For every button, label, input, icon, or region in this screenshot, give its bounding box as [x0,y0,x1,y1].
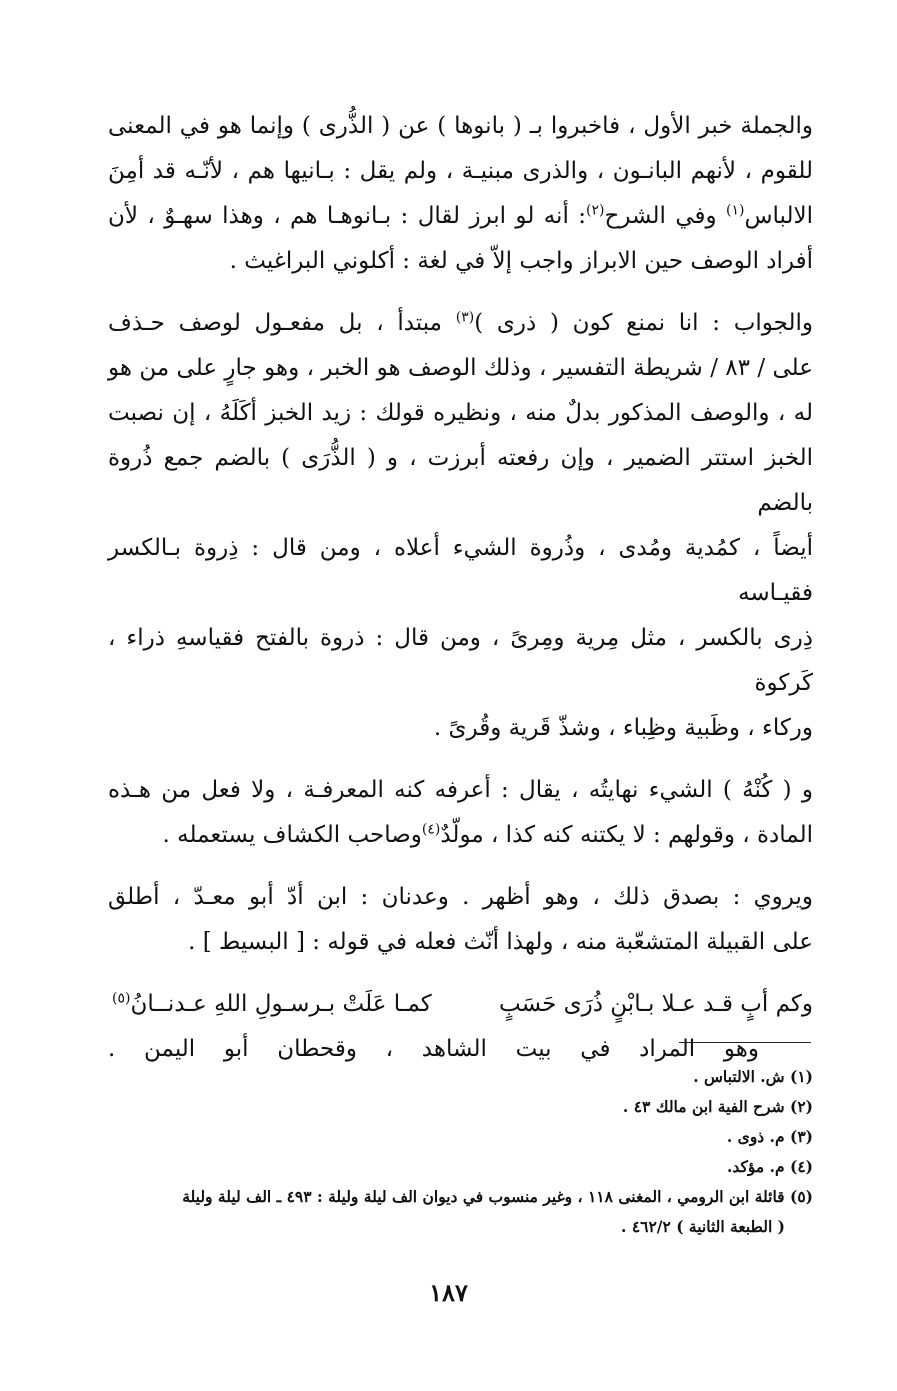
text-fragment: والجواب : انا نمنع كون ( ذرى ) [474,310,814,336]
text-fragment: كمـا عَلَتْ بـرسـولِ اللهِ عـدنــانُ [130,991,432,1017]
footnote-ref: (١) [726,202,745,219]
footnote-ref: (٥) [112,990,131,1007]
text-fragment: الالباس [744,203,814,229]
verse-second-hemistich [112,982,432,1027]
text-line [108,301,813,346]
page-number: ١٨٧ [429,1278,468,1307]
text-line [108,813,813,858]
text-line: له ، والوصف المذكور بدلٌ منه ، ونظيره قولك : زيد الخبز أكَلَهُ ، إن نصبت [108,400,813,426]
paragraph-1 [108,104,813,284]
text-line: والجملة خبر الأول ، فاخبروا بـ ( بانوها ) عن ( الذُّرى ) وإنما هو في المعنى [108,113,813,139]
footnote-1: (١) ش. الالتباس . [693,1067,813,1086]
text-fragment: مبتدأ ، بل مفعـول لوصف حـذف [108,310,443,336]
verse-line [108,982,813,1027]
text-line: على القبيلة المتشعّبة منه ، ولهذا أنّث فعله في قوله : [ البسيط ] . [188,929,813,955]
text-line [108,194,813,239]
text-line: أيضاً ، كمُدية ومُدى ، وذُروة الشيء أعلاه ، ومن قال : ذِروة بـالكسر فقيـاسه [108,535,813,606]
text-fragment: : أنه لو ابرز لقال : بـانوهـا هم ، وهذا سهـوٌ ، لأن [108,203,586,229]
paragraph-4 [108,875,813,965]
text-fragment: وصاحب الكشاف يستعمله . [162,822,422,848]
footnote-ref: (٣) [455,309,475,326]
text-line: وركاء ، وظَبية وظِباء ، وشذّ قَرية وقُرىً . [433,715,813,741]
text-line: أفراد الوصف حين الابراز واجب إلاّ في لغة : أكلوني البراغيث . [229,248,813,274]
footnote-3: (٣) م. ذوى . [726,1127,813,1146]
text-line: ذِرى بالكسر ، مثل مِرية ومِرىً ، ومن قال : ذروة بالفتح فقياسهِ ذراء ، كَركوة [108,625,813,696]
text-line: الخبز استتر الضمير ، وإن رفعته أبرزت ، و ( الذُّرَى ) بالضم جمع ذُروة بالضم [108,445,813,516]
footnote-5: (٥) قائلة ابن الرومي ، المغنى ١١٨ ، وغير منسوب في ديوان الف ليلة وليلة : ٤٩٣ ـ الف ليلة وليلة [182,1187,813,1206]
footnote-4: (٤) م. مؤكد. [726,1157,813,1176]
footnote-ref: (٤) [421,821,441,838]
footnote-separator [679,1042,811,1043]
text-line: للقوم ، لأنهم البانـون ، والذرى مبنيـة ، ولم يقل : بـانيها هم ، لأنّـه قد أمِنَ [108,158,813,184]
text-line: وهو المراد في بيت الشاهد ، وقحطان أبو اليمن . [108,1036,759,1062]
text-fragment: وفي الشرح [604,203,717,229]
verse-block [108,982,813,1072]
paragraph-2 [108,301,813,751]
verse-first-hemistich: وكم أبٍ قـد عـلا بـابْنٍ ذُرَى حَسَبٍ [499,991,813,1017]
footnotes [103,1062,813,1242]
text-line: على / ٨٣ / شريطة التفسير ، وذلك الوصف هو الخبر ، وهو جارٍ على من هو [108,355,813,381]
footnote-ref: (٢) [586,202,605,219]
footnote-2: (٢) شرح الفية ابن مالك ٤٣ . [622,1097,813,1116]
text-line: و ( كُنْهُ ) الشيء نهايتُه ، يقال : أعرفه كنه المعرفـة ، ولا فعل من هـذه [108,777,813,803]
footnote-5-continued: ( الطبعة الثانية ) ٤٦٢/٢ . [621,1217,785,1236]
paragraph-3 [108,768,813,858]
text-fragment: المادة ، وقولهم : لا يكتنه كنه كذا ، مولّدٌ [440,822,813,848]
main-text [108,104,813,1089]
text-line: ويروي : بصدق ذلك ، وهو أظهر . وعدنان : ابن أدّ أبو معـدّ ، أطلق [108,884,813,910]
